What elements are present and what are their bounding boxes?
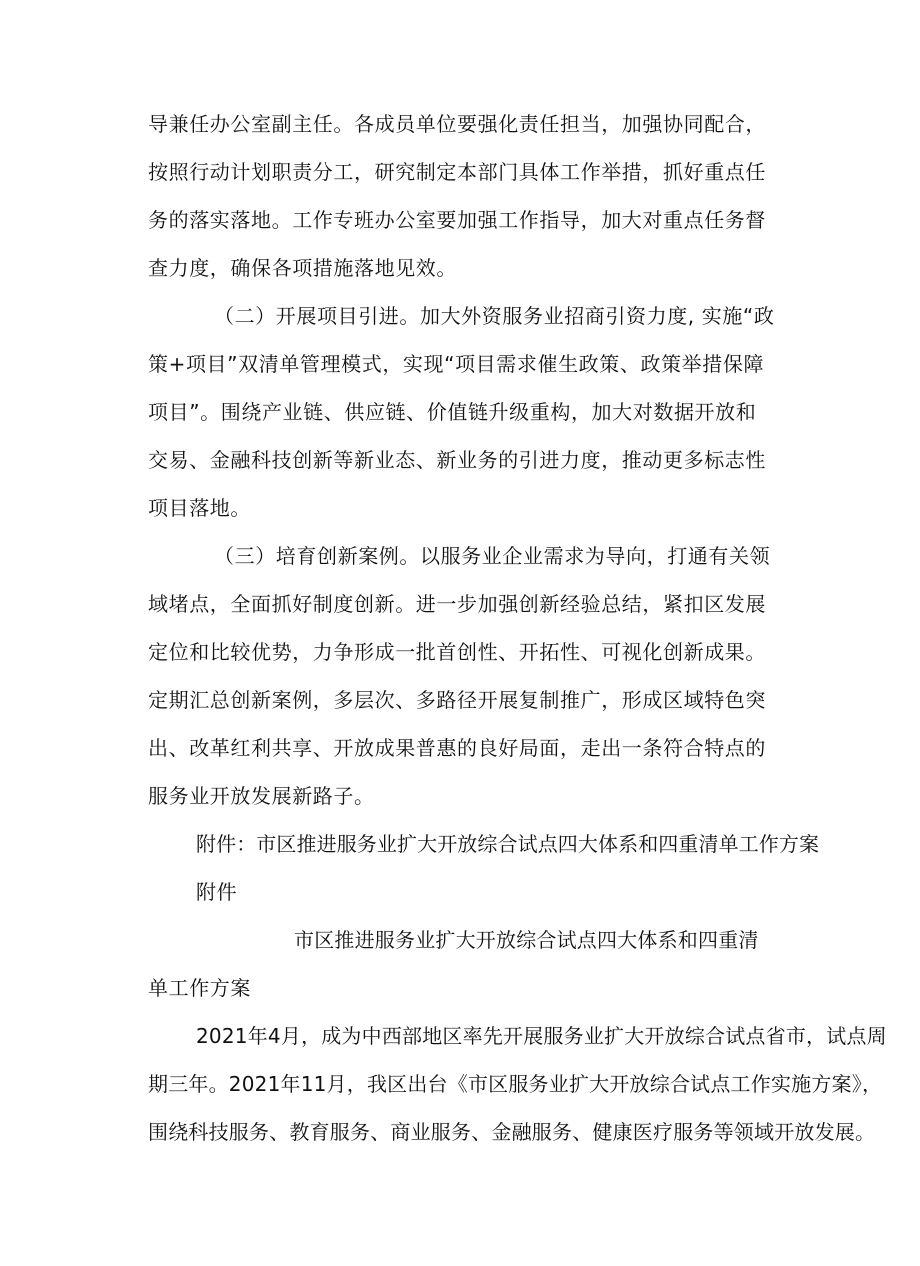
- attachment-title-line-2: 单工作方案: [148, 976, 251, 1000]
- paragraph-line: 期三年。2021年11月，我区出台《市区服务业扩大开放综合试点工作实施方案》，: [148, 1072, 883, 1096]
- paragraph-line: （二）开展项目引进。加大外资服务业招商引资力度, 实施“政: [214, 304, 775, 328]
- paragraph-line: 定位和比较优势，力争形成一批首创性、开拓性、可视化创新成果。: [148, 640, 766, 664]
- attachment-line: 附件：市区推进服务业扩大开放综合试点四大体系和四重清单工作方案: [196, 832, 820, 856]
- paragraph-line: 交易、金融科技创新等新业态、新业务的引进力度，推动更多标志性: [148, 448, 766, 472]
- paragraph-line: 项目落地。: [148, 496, 251, 520]
- paragraph-line: 2021年4月，成为中西部地区率先开展服务业扩大开放综合试点省市，试点周: [196, 1024, 887, 1048]
- paragraph-line: 围绕科技服务、教育服务、商业服务、金融服务、健康医疗服务等领域开放发展。: [148, 1120, 876, 1144]
- paragraph-line: 查力度，确保各项措施落地见效。: [148, 256, 457, 280]
- paragraph-line: 按照行动计划职责分工，研究制定本部门具体工作举措，抓好重点任: [148, 160, 766, 184]
- paragraph-line: 策+项目”双清单管理模式，实现“项目需求催生政策、政策举措保障: [148, 352, 765, 376]
- attachment-label: 附件: [196, 880, 238, 904]
- paragraph-line: 服务业开放发展新路子。: [148, 784, 375, 808]
- paragraph-line: 域堵点，全面抓好制度创新。进一步加强创新经验总结，紧扣区发展: [148, 592, 766, 616]
- paragraph-line: 出、改革红利共享、开放成果普惠的良好局面，走出一条符合特点的: [148, 736, 766, 760]
- paragraph-line: （三）培育创新案例。以服务业企业需求为导向，打通有关领: [214, 544, 771, 568]
- attachment-title-line-1: 市区推进服务业扩大开放综合试点四大体系和四重清: [294, 928, 759, 952]
- paragraph-line: 务的落实落地。工作专班办公室要加强工作指导，加大对重点任务督: [148, 208, 766, 232]
- paragraph-line: 导兼任办公室副主任。各成员单位要强化责任担当，加强协同配合，: [148, 112, 766, 136]
- paragraph-line: 定期汇总创新案例，多层次、多路径开展复制推广，形成区域特色突: [148, 688, 766, 712]
- paragraph-line: 项目”。围绕产业链、供应链、价值链升级重构，加大对数据开放和: [148, 400, 757, 424]
